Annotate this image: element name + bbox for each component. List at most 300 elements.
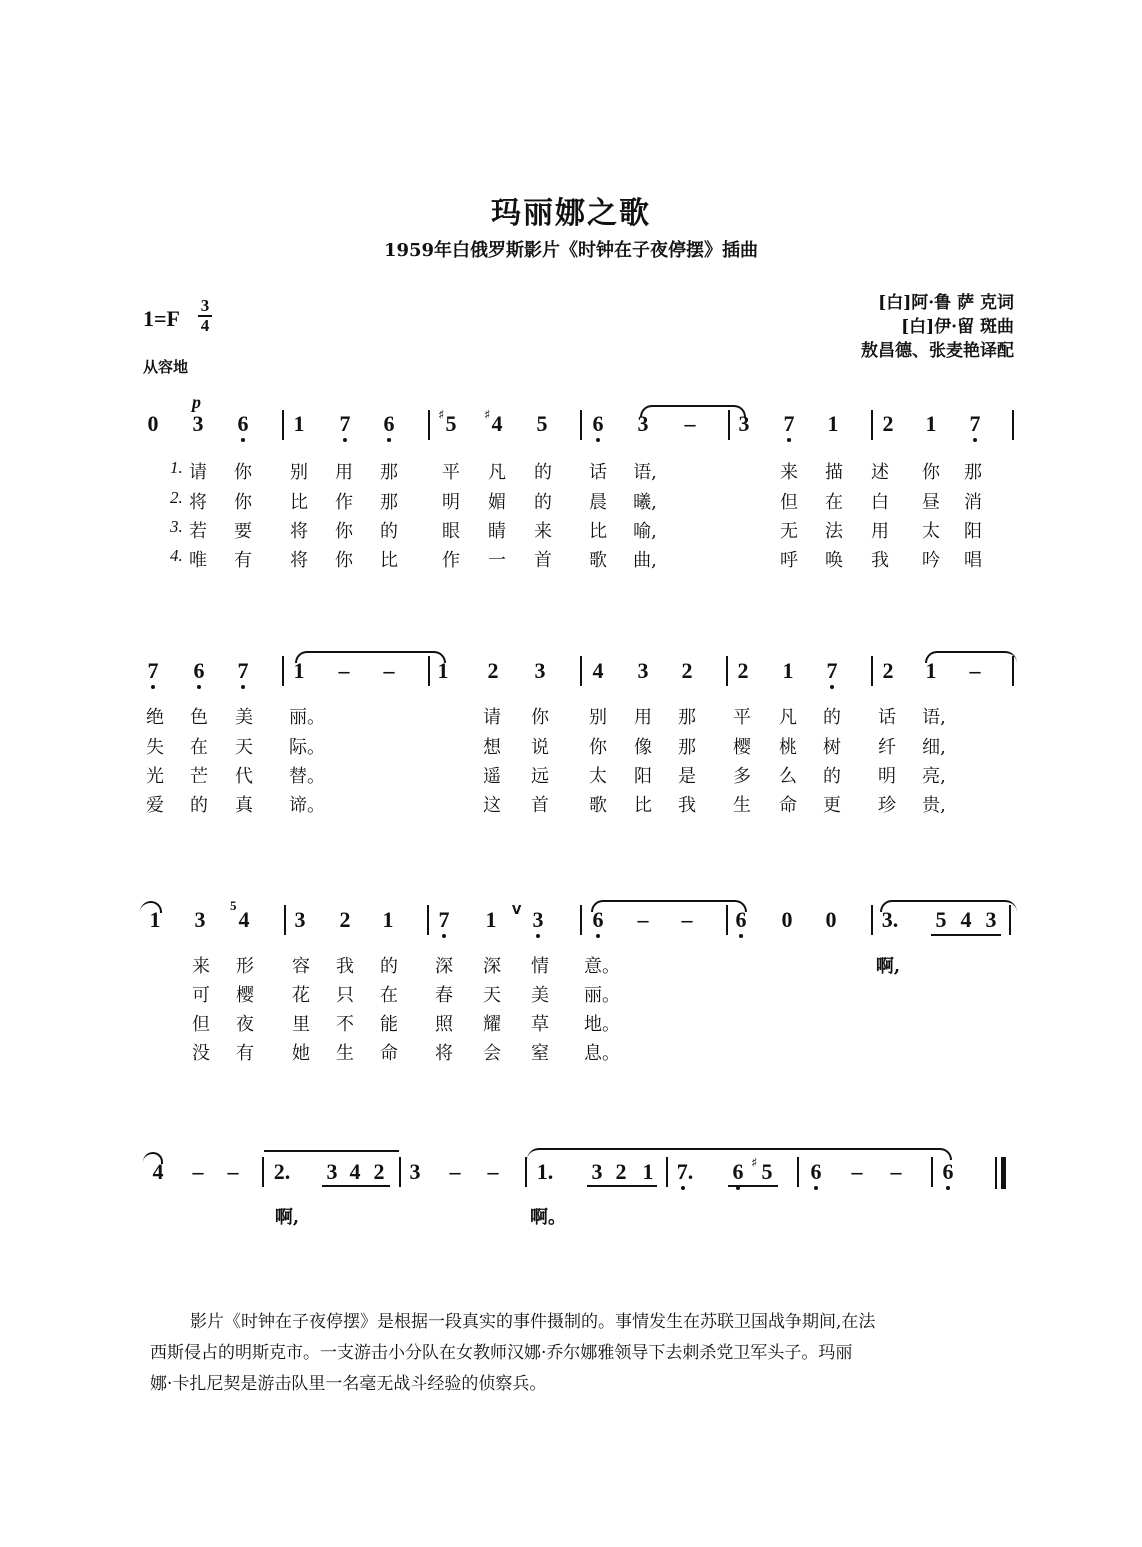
note: 1. [536, 1159, 554, 1184]
barline [666, 1157, 668, 1187]
lyric: 曦, [633, 492, 657, 513]
note: 6 [592, 907, 604, 932]
lyric: 有 [236, 1043, 254, 1064]
dash: – [487, 1159, 499, 1184]
lyric: 将 [290, 550, 308, 571]
barline [284, 905, 286, 935]
lyric: 用 [871, 521, 889, 542]
dash: – [681, 907, 693, 932]
lyric: 照 [435, 1014, 453, 1035]
lyric: 明 [442, 492, 460, 513]
lyric: 光 [146, 766, 164, 787]
lower-octave-dot [343, 438, 347, 442]
lower-octave-dot [442, 934, 446, 938]
barline [428, 656, 430, 686]
note: 1 [925, 411, 937, 436]
note: 3 [192, 411, 204, 436]
lyric: 明 [878, 766, 896, 787]
note: 2 [615, 1159, 627, 1184]
lyric: 阳 [964, 521, 982, 542]
barline [797, 1157, 799, 1187]
note: 2. [273, 1159, 291, 1184]
lyric: 代 [235, 766, 253, 787]
note: 3 [409, 1159, 421, 1184]
note: 6 [732, 1159, 744, 1184]
note: 7 [147, 658, 159, 683]
lyric: 她 [292, 1043, 310, 1064]
verse-number: 1. [170, 458, 183, 477]
lyric: 深 [435, 956, 453, 977]
lyric: 樱 [236, 985, 254, 1006]
lyric: 那 [678, 707, 696, 728]
grace-note: 5 [230, 898, 237, 913]
lyric: 但 [780, 492, 798, 513]
lyric: 绝 [146, 707, 164, 728]
lyric: 呼 [780, 550, 798, 571]
sharp-icon: ♯ [484, 408, 491, 423]
lyric: 那 [380, 492, 398, 513]
barline [726, 905, 728, 935]
dash: – [227, 1159, 239, 1184]
lyric: 要 [234, 521, 252, 542]
note: 1 [485, 907, 497, 932]
underline-beam [728, 1185, 778, 1187]
note: 3 [738, 411, 750, 436]
dash: – [969, 658, 981, 683]
lyric: 吟 [922, 550, 940, 571]
lyric: 生 [733, 795, 751, 816]
lyric: 睛 [488, 521, 506, 542]
composer-credit: [白]伊·留 斑曲 [901, 317, 1014, 337]
lyric: 曲, [633, 550, 657, 571]
barline [580, 410, 582, 440]
note: 2 [737, 658, 749, 683]
lyric: 情 [531, 956, 549, 977]
lyric: 春 [435, 985, 453, 1006]
rest: 0 [825, 907, 837, 932]
lyric: 命 [779, 795, 797, 816]
barline [1009, 905, 1011, 935]
note: 1 [782, 658, 794, 683]
lower-octave-dot [973, 438, 977, 442]
lyric: 语, [922, 707, 946, 728]
lyric: 阳 [634, 766, 652, 787]
underline-beam [322, 1185, 390, 1187]
lyric: 桃 [779, 737, 797, 758]
lyric: 命 [380, 1043, 398, 1064]
lyric: 这 [483, 795, 501, 816]
lyric: 说 [531, 737, 549, 758]
barline [282, 410, 284, 440]
note: 5 [536, 411, 548, 436]
lyric: 美 [235, 707, 253, 728]
verse-number: 2. [170, 488, 183, 507]
lyric: 失 [146, 737, 164, 758]
note: 1 [827, 411, 839, 436]
barline [1012, 410, 1014, 440]
key-signature: 1=F [143, 306, 180, 331]
time-signature-top: 3 [200, 296, 210, 315]
lyric: 一 [488, 550, 506, 571]
lyric: 凡 [779, 707, 797, 728]
barline [726, 656, 728, 686]
lyric: 想 [483, 737, 501, 758]
footnote-line: 西斯侵占的明斯克市。一支游击小分队在女教师汉娜·乔尔娜雅领导下去刺杀党卫军头子。玛丽 [150, 1343, 853, 1363]
lyric: 息。 [584, 1043, 620, 1064]
lyric: 色 [190, 707, 208, 728]
verse-number: 4. [170, 546, 183, 565]
note: 7 [237, 658, 249, 683]
barline [525, 1157, 527, 1187]
note: 3. [881, 907, 899, 932]
lyric: 的 [534, 492, 552, 513]
barline [262, 1157, 264, 1187]
note: 3 [591, 1159, 603, 1184]
note: 3 [637, 411, 649, 436]
note: 4 [960, 907, 972, 932]
lyric: 唯 [189, 550, 207, 571]
lyric: 亮, [922, 766, 946, 787]
note: 7 [783, 411, 795, 436]
lyric: 珍 [878, 795, 896, 816]
lyric: 那 [964, 462, 982, 483]
note: 1 [925, 658, 937, 683]
lower-octave-dot [830, 685, 834, 689]
lower-octave-dot [946, 1186, 950, 1190]
lyric: 是 [678, 766, 696, 787]
lyric: 么 [779, 766, 797, 787]
lyric: 若 [189, 521, 207, 542]
lyric: 真 [235, 795, 253, 816]
lyric: 比 [290, 492, 308, 513]
lyric: 比 [634, 795, 652, 816]
note: 2 [882, 658, 894, 683]
barline [428, 410, 430, 440]
lyric: 天 [235, 737, 253, 758]
lyric: 草 [531, 1014, 549, 1035]
lyric: 你 [335, 521, 353, 542]
lyric: 有 [234, 550, 252, 571]
lyric: 耀 [483, 1014, 501, 1035]
tie [591, 900, 747, 912]
note: 4 [592, 658, 604, 683]
note: 7 [826, 658, 838, 683]
note: 6 [735, 907, 747, 932]
song-subtitle: 1959年白俄罗斯影片《时钟在子夜停摆》插曲 [383, 240, 759, 261]
note: 4 [238, 907, 250, 932]
lyric: 遥 [483, 766, 501, 787]
lyric: 没 [192, 1043, 210, 1064]
lyric: 喻, [633, 521, 657, 542]
lyric: 你 [922, 462, 940, 483]
lyric: 昼 [922, 492, 940, 513]
note: 7 [339, 411, 351, 436]
lyric: 语, [633, 462, 657, 483]
note: 1 [382, 907, 394, 932]
lyric: 谛。 [289, 795, 325, 816]
note: 2 [339, 907, 351, 932]
note: 6 [592, 411, 604, 436]
final-barline-thick [1001, 1157, 1006, 1189]
dash: – [338, 658, 350, 683]
lower-octave-dot [596, 438, 600, 442]
lyric: 的 [380, 956, 398, 977]
lyric: 唱 [964, 550, 982, 571]
barline [399, 1157, 401, 1187]
lyric: 首 [531, 795, 549, 816]
barline [871, 656, 873, 686]
note: 6 [383, 411, 395, 436]
note: 1 [149, 907, 161, 932]
lyric: 意。 [584, 956, 620, 977]
lyric: 能 [380, 1014, 398, 1035]
note: 1 [293, 411, 305, 436]
lyric: 的 [823, 707, 841, 728]
lower-octave-dot [596, 934, 600, 938]
lyric: 我 [871, 550, 889, 571]
dash: – [851, 1159, 863, 1184]
time-signature [196, 298, 214, 334]
lyric: 消 [964, 492, 982, 513]
lyric: 将 [435, 1043, 453, 1064]
lyric: 来 [534, 521, 552, 542]
lyric: 我 [678, 795, 696, 816]
note: 5 [761, 1159, 773, 1184]
note: 3 [326, 1159, 338, 1184]
lyric: 将 [189, 492, 207, 513]
lyric: 细, [922, 737, 946, 758]
lyric: 别 [589, 707, 607, 728]
lyric: 媚 [488, 492, 506, 513]
note: 6 [810, 1159, 822, 1184]
lyric: 芒 [190, 766, 208, 787]
volta-bracket-1 [264, 1150, 399, 1152]
lyric: 啊, [875, 956, 901, 977]
note: 3 [637, 658, 649, 683]
lyric: 述 [871, 462, 889, 483]
lyric: 无 [780, 521, 798, 542]
breath-mark: V [512, 903, 522, 917]
lyric: 替。 [289, 766, 325, 787]
note: 6 [237, 411, 249, 436]
note: 3 [532, 907, 544, 932]
lyric: 贵, [922, 795, 946, 816]
lyric: 作 [335, 492, 353, 513]
lyric: 你 [589, 737, 607, 758]
dash: – [637, 907, 649, 932]
dash: – [383, 658, 395, 683]
lyric: 太 [589, 766, 607, 787]
note: 3 [294, 907, 306, 932]
lyric: 的 [380, 521, 398, 542]
lyric: 请 [483, 707, 501, 728]
footnote-line: 影片《时钟在子夜停摆》是根据一段真实的事件摄制的。事情发生在苏联卫国战争期间,在法 [190, 1312, 876, 1332]
lyric: 用 [335, 462, 353, 483]
lyric: 的 [534, 462, 552, 483]
note: 1 [293, 658, 305, 683]
lyric: 你 [335, 550, 353, 571]
barline [580, 656, 582, 686]
lyric: 会 [483, 1043, 501, 1064]
lyric: 来 [780, 462, 798, 483]
lyric: 你 [234, 492, 252, 513]
lyric: 你 [531, 707, 549, 728]
tempo-marking: 从容地 [143, 358, 189, 376]
lyric: 晨 [589, 492, 607, 513]
note: 0 [147, 411, 159, 436]
lyric: 啊, [274, 1207, 300, 1228]
lower-octave-dot [151, 685, 155, 689]
barline [728, 410, 730, 440]
lyric: 多 [733, 766, 751, 787]
lyric: 别 [290, 462, 308, 483]
footnote [150, 1307, 1010, 1400]
lyric: 比 [589, 521, 607, 542]
lyric: 丽。 [289, 707, 325, 728]
lower-octave-dot [681, 1186, 685, 1190]
lower-octave-dot [197, 685, 201, 689]
note: 3 [194, 907, 206, 932]
dash: – [449, 1159, 461, 1184]
note: 5 [445, 411, 457, 436]
lyric: 在 [380, 985, 398, 1006]
lyric: 里 [292, 1014, 310, 1035]
time-signature-bottom: 4 [200, 316, 210, 335]
dash: – [684, 411, 696, 436]
lyric: 歌 [589, 795, 607, 816]
lyric: 凡 [488, 462, 506, 483]
note: 3 [985, 907, 997, 932]
lyric: 丽。 [584, 985, 620, 1006]
note: 1 [437, 658, 449, 683]
note: 7 [438, 907, 450, 932]
dash: – [890, 1159, 902, 1184]
lower-octave-dot [241, 685, 245, 689]
underline-beam [931, 934, 1001, 936]
barline [1012, 656, 1014, 686]
note: 7. [676, 1159, 694, 1184]
lyric: 你 [234, 462, 252, 483]
sharp-icon: ♯ [438, 408, 445, 423]
lyric: 花 [292, 985, 310, 1006]
lower-octave-dot [814, 1186, 818, 1190]
dynamic-piano: p [192, 392, 201, 412]
lyric: 像 [634, 737, 652, 758]
lyric: 爱 [146, 795, 164, 816]
final-barline-thin [995, 1157, 997, 1189]
lyric: 作 [442, 550, 460, 571]
lyric: 描 [825, 462, 843, 483]
verse-number: 3. [170, 517, 183, 536]
translator-credit: 敖昌德、张麦艳译配 [861, 341, 1014, 361]
lyricist-credit: [白]阿·鲁 萨 克词 [878, 293, 1014, 313]
underline-beam [587, 1185, 657, 1187]
lyric: 天 [483, 985, 501, 1006]
lyric: 太 [922, 521, 940, 542]
lyric: 眼 [442, 521, 460, 542]
note: 6 [193, 658, 205, 683]
lyric: 窒 [531, 1043, 549, 1064]
lyric: 深 [483, 956, 501, 977]
lyric: 话 [878, 707, 896, 728]
lyric: 地。 [584, 1014, 620, 1035]
lyric: 话 [589, 462, 607, 483]
note: 2 [681, 658, 693, 683]
lyric: 但 [192, 1014, 210, 1035]
sharp-icon: ♯ [751, 1156, 758, 1171]
rest: 0 [781, 907, 793, 932]
note: 6 [942, 1159, 954, 1184]
note: 2 [373, 1159, 385, 1184]
lyric: 平 [733, 707, 751, 728]
lyric: 容 [292, 956, 310, 977]
lower-octave-dot [387, 438, 391, 442]
note: 7 [969, 411, 981, 436]
lyric: 歌 [589, 550, 607, 571]
note: 4 [349, 1159, 361, 1184]
note: 4 [491, 411, 503, 436]
lyric: 在 [190, 737, 208, 758]
lyric: 我 [336, 956, 354, 977]
lyric: 美 [531, 985, 549, 1006]
dash: – [192, 1159, 204, 1184]
lyric: 远 [531, 766, 549, 787]
note: 3 [534, 658, 546, 683]
lyric: 在 [825, 492, 843, 513]
lyric: 将 [290, 521, 308, 542]
song-title: 玛丽娜之歌 [491, 196, 651, 231]
lyric: 形 [236, 956, 254, 977]
lyric: 白 [871, 492, 889, 513]
lyric: 的 [190, 795, 208, 816]
barline [931, 1157, 933, 1187]
lower-octave-dot [241, 438, 245, 442]
lyric: 更 [823, 795, 841, 816]
lower-octave-dot [787, 438, 791, 442]
lyric: 际。 [289, 737, 325, 758]
note: 5 [935, 907, 947, 932]
note: 2 [882, 411, 894, 436]
lyric: 樱 [733, 737, 751, 758]
note: 2 [487, 658, 499, 683]
lyric: 来 [192, 956, 210, 977]
note: 4 [152, 1159, 164, 1184]
tie [295, 651, 446, 663]
lyric: 夜 [236, 1014, 254, 1035]
barline [871, 410, 873, 440]
lyric: 那 [380, 462, 398, 483]
lyric: 纤 [878, 737, 896, 758]
lower-octave-dot [536, 934, 540, 938]
lyric: 请 [189, 462, 207, 483]
lyric: 只 [336, 985, 354, 1006]
lyric: 啊。 [530, 1207, 566, 1228]
lyric: 比 [380, 550, 398, 571]
lower-octave-dot [739, 934, 743, 938]
lyric: 生 [336, 1043, 354, 1064]
barline [427, 905, 429, 935]
barline [580, 905, 582, 935]
lyric: 首 [534, 550, 552, 571]
lyric: 法 [825, 521, 843, 542]
lyric: 不 [336, 1014, 354, 1035]
lyric: 那 [678, 737, 696, 758]
barline [871, 905, 873, 935]
lyric: 用 [634, 707, 652, 728]
lyric: 的 [823, 766, 841, 787]
lyric: 可 [192, 985, 210, 1006]
footnote-line: 娜·卡扎尼契是游击队里一名毫无战斗经验的侦察兵。 [150, 1374, 547, 1394]
